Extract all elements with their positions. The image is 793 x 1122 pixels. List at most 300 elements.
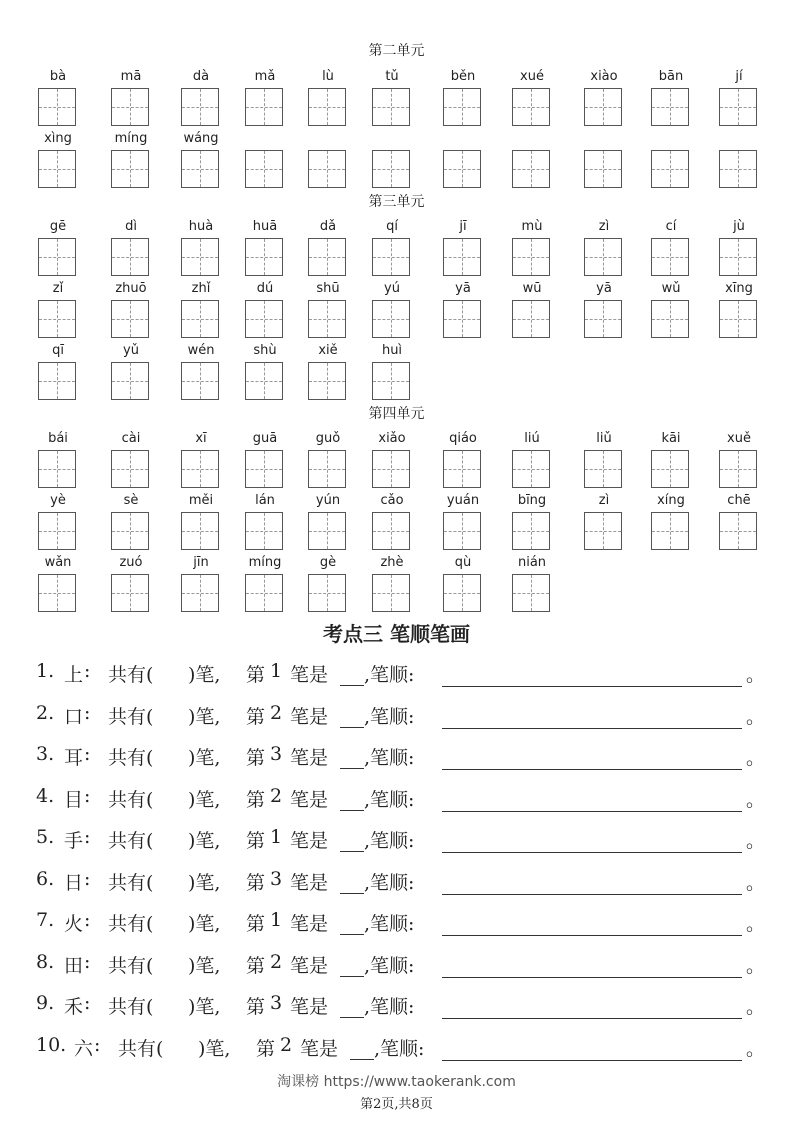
question-number: 3. bbox=[36, 743, 55, 765]
grid-guide-vertical bbox=[130, 301, 131, 337]
total-strokes-label: 共有( bbox=[108, 747, 154, 769]
pinyin-label: lù bbox=[322, 69, 334, 84]
pinyin-label: bīng bbox=[517, 493, 547, 508]
tianzige-box[interactable] bbox=[584, 512, 622, 550]
pinyin-label: zhǐ bbox=[191, 281, 211, 296]
grid-guide-vertical bbox=[670, 513, 671, 549]
tianzige-box[interactable] bbox=[719, 450, 757, 488]
grid-guide-vertical bbox=[264, 575, 265, 611]
pinyin-row bbox=[0, 492, 793, 552]
tianzige-box[interactable] bbox=[245, 362, 283, 400]
pinyin-label: shū bbox=[316, 281, 340, 296]
pinyin-label: xìng bbox=[44, 131, 72, 146]
total-strokes-suffix: )笔, bbox=[188, 664, 221, 686]
pinyin-label: tǔ bbox=[385, 69, 399, 84]
grid-guide-vertical bbox=[531, 513, 532, 549]
stroke-answer-blank[interactable] bbox=[340, 1000, 364, 1018]
grid-guide-vertical bbox=[57, 151, 58, 187]
tianzige-box[interactable] bbox=[584, 450, 622, 488]
pinyin-row bbox=[0, 342, 793, 402]
pinyin-row bbox=[0, 130, 793, 190]
stroke-is-label: 笔是 bbox=[290, 789, 329, 811]
pinyin-label: yú bbox=[384, 281, 400, 296]
total-strokes-label: 共有( bbox=[108, 706, 154, 728]
pinyin-row bbox=[0, 280, 793, 340]
tianzige-box[interactable] bbox=[245, 238, 283, 276]
pinyin-row bbox=[0, 68, 793, 128]
tianzige-box[interactable] bbox=[512, 238, 550, 276]
tianzige-box[interactable] bbox=[308, 512, 346, 550]
grid-guide-vertical bbox=[738, 301, 739, 337]
pinyin-label: jīn bbox=[193, 555, 209, 570]
tianzige-box[interactable] bbox=[245, 300, 283, 338]
pinyin-label: liǔ bbox=[596, 431, 612, 446]
tianzige-box[interactable] bbox=[512, 150, 550, 188]
stroke-order-answer-line[interactable] bbox=[442, 686, 742, 687]
total-strokes-label: 共有( bbox=[108, 789, 154, 811]
total-strokes-label: 共有( bbox=[108, 664, 154, 686]
tianzige-box[interactable] bbox=[245, 88, 283, 126]
pinyin-label: wǎn bbox=[44, 555, 72, 570]
tianzige-box[interactable] bbox=[181, 362, 219, 400]
stroke-number: 1 bbox=[270, 826, 283, 848]
tianzige-box[interactable] bbox=[443, 238, 481, 276]
tianzige-box[interactable] bbox=[584, 150, 622, 188]
unit-title: 第三单元 bbox=[368, 194, 425, 210]
pinyin-label: wǔ bbox=[661, 281, 681, 296]
grid-guide-vertical bbox=[603, 239, 604, 275]
tianzige-box[interactable] bbox=[111, 150, 149, 188]
grid-guide-vertical bbox=[264, 89, 265, 125]
question-number: 1. bbox=[36, 660, 55, 682]
grid-guide-vertical bbox=[603, 301, 604, 337]
grid-guide-vertical bbox=[670, 151, 671, 187]
colon: : bbox=[84, 951, 91, 973]
tianzige-box[interactable] bbox=[308, 362, 346, 400]
pinyin-label: jù bbox=[733, 219, 745, 234]
stroke-answer-blank[interactable] bbox=[340, 834, 364, 852]
pinyin-label: bān bbox=[658, 69, 684, 84]
grid-guide-vertical bbox=[462, 151, 463, 187]
stroke-order-answer-line[interactable] bbox=[442, 852, 742, 853]
tianzige-box[interactable] bbox=[443, 150, 481, 188]
stroke-is-label: 笔是 bbox=[290, 747, 329, 769]
grid-guide-vertical bbox=[327, 301, 328, 337]
tianzige-box[interactable] bbox=[38, 300, 76, 338]
pinyin-label: sè bbox=[123, 493, 139, 508]
period: 。 bbox=[746, 872, 766, 894]
tianzige-box[interactable] bbox=[181, 574, 219, 612]
stroke-number: 2 bbox=[270, 702, 283, 724]
grid-guide-vertical bbox=[738, 451, 739, 487]
tianzige-box[interactable] bbox=[719, 88, 757, 126]
tianzige-box[interactable] bbox=[181, 512, 219, 550]
grid-guide-vertical bbox=[531, 575, 532, 611]
grid-guide-vertical bbox=[57, 239, 58, 275]
grid-guide-vertical bbox=[670, 239, 671, 275]
tianzige-box[interactable] bbox=[38, 512, 76, 550]
grid-guide-vertical bbox=[462, 301, 463, 337]
stroke-answer-blank[interactable] bbox=[350, 1042, 374, 1060]
tianzige-box[interactable] bbox=[111, 574, 149, 612]
pinyin-label: zì bbox=[598, 219, 610, 234]
stroke-answer-blank[interactable] bbox=[340, 917, 364, 935]
pinyin-label: mǎ bbox=[254, 69, 276, 84]
tianzige-box[interactable] bbox=[181, 88, 219, 126]
footer-website: 淘课榜 https://www.taokerank.com bbox=[277, 1074, 516, 1090]
stroke-order-answer-line[interactable] bbox=[442, 1060, 742, 1061]
tianzige-box[interactable] bbox=[719, 150, 757, 188]
stroke-order-answer-line[interactable] bbox=[442, 769, 742, 770]
stroke-answer-blank[interactable] bbox=[340, 751, 364, 769]
stroke-is-label: 笔是 bbox=[290, 955, 329, 977]
unit-title: 第四单元 bbox=[368, 406, 425, 422]
grid-guide-vertical bbox=[130, 363, 131, 399]
grid-guide-vertical bbox=[462, 513, 463, 549]
grid-guide-vertical bbox=[57, 301, 58, 337]
tianzige-box[interactable] bbox=[719, 300, 757, 338]
question-number: 7. bbox=[36, 909, 55, 931]
question-number: 10. bbox=[36, 1034, 67, 1056]
stroke-is-label: 笔是 bbox=[300, 1038, 339, 1060]
grid-guide-vertical bbox=[391, 575, 392, 611]
tianzige-box[interactable] bbox=[111, 362, 149, 400]
tianzige-box[interactable] bbox=[308, 150, 346, 188]
pinyin-label: míng bbox=[114, 131, 148, 146]
colon: : bbox=[84, 660, 91, 682]
tianzige-box[interactable] bbox=[651, 150, 689, 188]
pinyin-label: cí bbox=[665, 219, 677, 234]
total-strokes-label: 共有( bbox=[118, 1038, 164, 1060]
grid-guide-vertical bbox=[57, 363, 58, 399]
stroke-prefix: 第 bbox=[256, 1038, 276, 1060]
pinyin-label: wén bbox=[187, 343, 215, 358]
tianzige-box[interactable] bbox=[372, 450, 410, 488]
grid-guide-vertical bbox=[130, 575, 131, 611]
colon: : bbox=[94, 1034, 101, 1056]
pinyin-label: guā bbox=[252, 431, 278, 446]
tianzige-box[interactable] bbox=[372, 238, 410, 276]
question-character: 六 bbox=[74, 1038, 94, 1060]
tianzige-box[interactable] bbox=[372, 300, 410, 338]
stroke-order-label: ,笔顺: bbox=[364, 664, 415, 686]
period: 。 bbox=[746, 1038, 766, 1060]
tianzige-box[interactable] bbox=[372, 150, 410, 188]
pinyin-label bbox=[294, 130, 362, 148]
pinyin-label: mā bbox=[120, 69, 142, 84]
total-strokes-suffix: )笔, bbox=[188, 830, 221, 852]
stroke-order-answer-line[interactable] bbox=[442, 935, 742, 936]
question-character: 田 bbox=[64, 955, 84, 977]
stroke-answer-blank[interactable] bbox=[340, 710, 364, 728]
pinyin-label: yè bbox=[50, 493, 66, 508]
question-character: 禾 bbox=[64, 996, 84, 1018]
total-strokes-label: 共有( bbox=[108, 830, 154, 852]
tianzige-box[interactable] bbox=[651, 300, 689, 338]
tianzige-box[interactable] bbox=[308, 238, 346, 276]
tianzige-box[interactable] bbox=[719, 238, 757, 276]
grid-guide-vertical bbox=[264, 513, 265, 549]
stroke-prefix: 第 bbox=[246, 789, 266, 811]
tianzige-box[interactable] bbox=[372, 88, 410, 126]
tianzige-box[interactable] bbox=[308, 88, 346, 126]
colon: : bbox=[84, 826, 91, 848]
tianzige-box[interactable] bbox=[372, 574, 410, 612]
grid-guide-vertical bbox=[130, 89, 131, 125]
pinyin-label: lán bbox=[255, 493, 275, 508]
tianzige-box[interactable] bbox=[245, 512, 283, 550]
stroke-order-answer-line[interactable] bbox=[442, 811, 742, 812]
grid-guide-vertical bbox=[327, 363, 328, 399]
tianzige-box[interactable] bbox=[719, 512, 757, 550]
period: 。 bbox=[746, 706, 766, 728]
grid-guide-vertical bbox=[391, 239, 392, 275]
tianzige-box[interactable] bbox=[38, 238, 76, 276]
grid-guide-vertical bbox=[531, 151, 532, 187]
tianzige-box[interactable] bbox=[512, 574, 550, 612]
grid-guide-vertical bbox=[670, 301, 671, 337]
question-row bbox=[36, 785, 766, 815]
tianzige-box[interactable] bbox=[651, 238, 689, 276]
period: 。 bbox=[746, 664, 766, 686]
tianzige-box[interactable] bbox=[245, 450, 283, 488]
grid-guide-vertical bbox=[200, 513, 201, 549]
grid-guide-vertical bbox=[200, 451, 201, 487]
tianzige-box[interactable] bbox=[38, 150, 76, 188]
tianzige-box[interactable] bbox=[111, 450, 149, 488]
question-row bbox=[36, 1034, 766, 1064]
tianzige-box[interactable] bbox=[111, 88, 149, 126]
unit-title: 第二单元 bbox=[368, 43, 425, 59]
colon: : bbox=[84, 909, 91, 931]
grid-guide-vertical bbox=[264, 363, 265, 399]
pinyin-label: huā bbox=[252, 219, 278, 234]
tianzige-box[interactable] bbox=[245, 574, 283, 612]
grid-guide-vertical bbox=[531, 89, 532, 125]
stroke-is-label: 笔是 bbox=[290, 830, 329, 852]
pinyin-label: cài bbox=[121, 431, 141, 446]
stroke-order-answer-line[interactable] bbox=[442, 1018, 742, 1019]
pinyin-label: qù bbox=[454, 555, 472, 570]
question-character: 火 bbox=[64, 913, 84, 935]
stroke-order-label: ,笔顺: bbox=[364, 913, 415, 935]
pinyin-label: dì bbox=[125, 219, 137, 234]
tianzige-box[interactable] bbox=[38, 574, 76, 612]
pinyin-label bbox=[570, 130, 638, 148]
stroke-answer-blank[interactable] bbox=[340, 668, 364, 686]
period: 。 bbox=[746, 747, 766, 769]
pinyin-label: bái bbox=[48, 431, 68, 446]
grid-guide-vertical bbox=[200, 363, 201, 399]
tianzige-box[interactable] bbox=[181, 150, 219, 188]
grid-guide-vertical bbox=[200, 301, 201, 337]
tianzige-box[interactable] bbox=[512, 88, 550, 126]
question-row bbox=[36, 702, 766, 732]
pinyin-label: xué bbox=[520, 69, 544, 84]
tianzige-box[interactable] bbox=[443, 450, 481, 488]
stroke-order-label: ,笔顺: bbox=[364, 789, 415, 811]
pinyin-label: jī bbox=[459, 219, 467, 234]
pinyin-label bbox=[498, 130, 566, 148]
question-number: 2. bbox=[36, 702, 55, 724]
tianzige-box[interactable] bbox=[584, 300, 622, 338]
tianzige-box[interactable] bbox=[443, 574, 481, 612]
tianzige-box[interactable] bbox=[308, 450, 346, 488]
question-number: 5. bbox=[36, 826, 55, 848]
stroke-number: 3 bbox=[270, 868, 283, 890]
grid-guide-vertical bbox=[462, 575, 463, 611]
tianzige-box[interactable] bbox=[651, 450, 689, 488]
pinyin-label: wáng bbox=[183, 131, 219, 146]
grid-guide-vertical bbox=[57, 513, 58, 549]
question-character: 耳 bbox=[64, 747, 84, 769]
grid-guide-vertical bbox=[130, 451, 131, 487]
tianzige-box[interactable] bbox=[512, 512, 550, 550]
colon: : bbox=[84, 702, 91, 724]
stroke-is-label: 笔是 bbox=[290, 913, 329, 935]
pinyin-label: zhuō bbox=[115, 281, 147, 296]
tianzige-box[interactable] bbox=[111, 300, 149, 338]
tianzige-box[interactable] bbox=[245, 150, 283, 188]
question-row bbox=[36, 951, 766, 981]
stroke-is-label: 笔是 bbox=[290, 996, 329, 1018]
stroke-order-label: ,笔顺: bbox=[364, 872, 415, 894]
pinyin-label bbox=[358, 130, 426, 148]
stroke-order-label: ,笔顺: bbox=[364, 996, 415, 1018]
pinyin-label: nián bbox=[517, 555, 547, 570]
stroke-order-label: ,笔顺: bbox=[364, 706, 415, 728]
stroke-prefix: 第 bbox=[246, 996, 266, 1018]
stroke-answer-blank[interactable] bbox=[340, 793, 364, 811]
stroke-order-label: ,笔顺: bbox=[364, 747, 415, 769]
tianzige-box[interactable] bbox=[651, 88, 689, 126]
pinyin-label: gē bbox=[49, 219, 67, 234]
pinyin-row bbox=[0, 554, 793, 614]
tianzige-box[interactable] bbox=[443, 88, 481, 126]
pinyin-label: xiě bbox=[318, 343, 338, 358]
question-row bbox=[36, 743, 766, 773]
grid-guide-vertical bbox=[327, 451, 328, 487]
stroke-number: 1 bbox=[270, 660, 283, 682]
question-row bbox=[36, 826, 766, 856]
total-strokes-label: 共有( bbox=[108, 872, 154, 894]
grid-guide-vertical bbox=[391, 451, 392, 487]
grid-guide-vertical bbox=[130, 239, 131, 275]
grid-guide-vertical bbox=[531, 451, 532, 487]
total-strokes-suffix: )笔, bbox=[188, 913, 221, 935]
tianzige-box[interactable] bbox=[181, 238, 219, 276]
stroke-prefix: 第 bbox=[246, 747, 266, 769]
pinyin-label: gè bbox=[319, 555, 337, 570]
tianzige-box[interactable] bbox=[584, 238, 622, 276]
pinyin-label: cǎo bbox=[380, 493, 404, 508]
grid-guide-vertical bbox=[462, 89, 463, 125]
pinyin-label: liú bbox=[524, 431, 540, 446]
tianzige-box[interactable] bbox=[181, 300, 219, 338]
tianzige-box[interactable] bbox=[443, 300, 481, 338]
grid-guide-vertical bbox=[200, 239, 201, 275]
pinyin-label: zhè bbox=[380, 555, 404, 570]
pinyin-label: jí bbox=[735, 69, 743, 84]
tianzige-box[interactable] bbox=[181, 450, 219, 488]
stroke-order-answer-line[interactable] bbox=[442, 894, 742, 895]
tianzige-box[interactable] bbox=[308, 300, 346, 338]
pinyin-label: yā bbox=[596, 281, 612, 296]
stroke-prefix: 第 bbox=[246, 955, 266, 977]
pinyin-label: yǔ bbox=[123, 343, 139, 358]
tianzige-box[interactable] bbox=[372, 512, 410, 550]
period: 。 bbox=[746, 913, 766, 935]
stroke-answer-blank[interactable] bbox=[340, 959, 364, 977]
question-number: 9. bbox=[36, 992, 55, 1014]
pinyin-label: mù bbox=[521, 219, 543, 234]
tianzige-box[interactable] bbox=[308, 574, 346, 612]
grid-guide-vertical bbox=[200, 89, 201, 125]
tianzige-box[interactable] bbox=[38, 362, 76, 400]
pinyin-label: guǒ bbox=[315, 431, 341, 446]
grid-guide-vertical bbox=[327, 89, 328, 125]
question-number: 4. bbox=[36, 785, 55, 807]
tianzige-box[interactable] bbox=[512, 450, 550, 488]
pinyin-label: zǐ bbox=[52, 281, 64, 296]
stroke-number: 3 bbox=[270, 992, 283, 1014]
tianzige-box[interactable] bbox=[38, 450, 76, 488]
pinyin-label: míng bbox=[248, 555, 282, 570]
colon: : bbox=[84, 868, 91, 890]
pinyin-label: zuó bbox=[119, 555, 143, 570]
grid-guide-vertical bbox=[391, 89, 392, 125]
grid-guide-vertical bbox=[738, 239, 739, 275]
grid-guide-vertical bbox=[200, 575, 201, 611]
tianzige-box[interactable] bbox=[372, 362, 410, 400]
grid-guide-vertical bbox=[200, 151, 201, 187]
period: 。 bbox=[746, 996, 766, 1018]
stroke-order-answer-line[interactable] bbox=[442, 728, 742, 729]
stroke-order-label: ,笔顺: bbox=[374, 1038, 425, 1060]
question-character: 手 bbox=[64, 830, 84, 852]
grid-guide-vertical bbox=[264, 451, 265, 487]
pinyin-label: kāi bbox=[661, 431, 681, 446]
pinyin-row bbox=[0, 430, 793, 490]
total-strokes-label: 共有( bbox=[108, 913, 154, 935]
stroke-order-answer-line[interactable] bbox=[442, 977, 742, 978]
tianzige-box[interactable] bbox=[512, 300, 550, 338]
pinyin-label: shù bbox=[253, 343, 277, 358]
grid-guide-vertical bbox=[264, 301, 265, 337]
colon: : bbox=[84, 743, 91, 765]
question-character: 口 bbox=[64, 706, 84, 728]
question-row bbox=[36, 909, 766, 939]
question-character: 目 bbox=[64, 789, 84, 811]
total-strokes-suffix: )笔, bbox=[188, 955, 221, 977]
stroke-prefix: 第 bbox=[246, 830, 266, 852]
tianzige-box[interactable] bbox=[443, 512, 481, 550]
stroke-answer-blank[interactable] bbox=[340, 876, 364, 894]
tianzige-box[interactable] bbox=[111, 512, 149, 550]
grid-guide-vertical bbox=[738, 151, 739, 187]
grid-guide-vertical bbox=[391, 151, 392, 187]
total-strokes-suffix: )笔, bbox=[188, 872, 221, 894]
tianzige-box[interactable] bbox=[38, 88, 76, 126]
stroke-is-label: 笔是 bbox=[290, 706, 329, 728]
total-strokes-suffix: )笔, bbox=[198, 1038, 231, 1060]
pinyin-label: yún bbox=[315, 493, 341, 508]
tianzige-box[interactable] bbox=[651, 512, 689, 550]
tianzige-box[interactable] bbox=[111, 238, 149, 276]
colon: : bbox=[84, 992, 91, 1014]
tianzige-box[interactable] bbox=[584, 88, 622, 126]
pinyin-label: xī bbox=[195, 431, 207, 446]
